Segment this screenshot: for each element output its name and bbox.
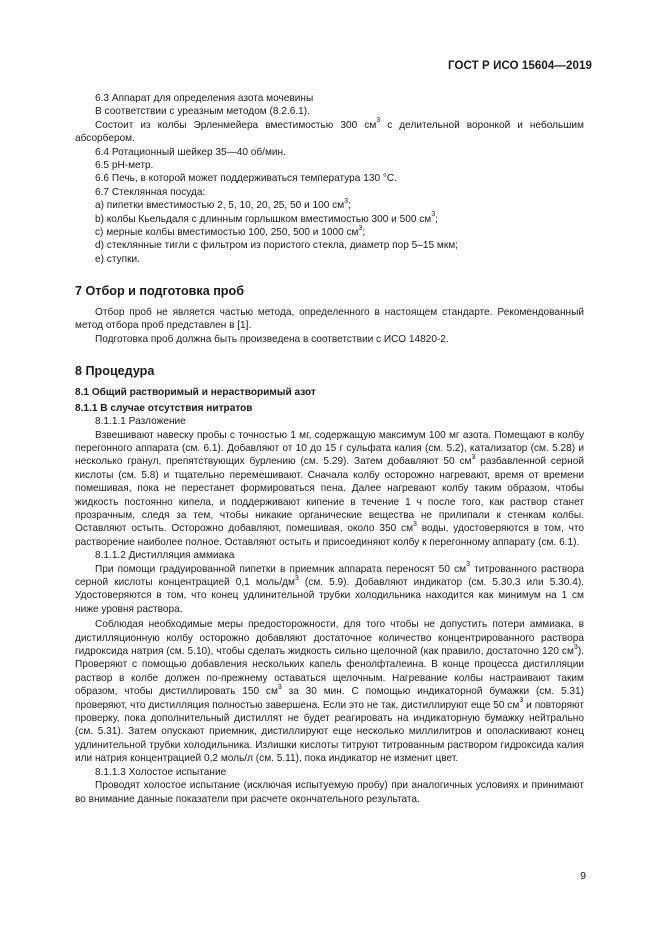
standard-header: ГОСТ Р ИСО 15604—2019 (447, 60, 592, 72)
list-item-b: b) колбы Кьельдаля с длинным горлышком вместимостью 300 и 500 $см^3$; (95, 211, 438, 225)
list-item-a: a) пипетки вместимостью 2, 5, 10, 20, 25, 50 и 100 $см^3$; (95, 197, 351, 212)
section-6-3-line2: Состоит из колбы Эрленмейера вместимостью 300 $см^3$ с делительной воронкой и небольшим абсорбером. (75, 117, 584, 145)
list-item-e: e) ступки. (95, 253, 140, 265)
section-7-paragraph-2: Подготовка проб должна быть произведена в соответствии с ИСО 14820-2. (95, 333, 449, 345)
section-6-5: 6.5 рН-метр. (95, 160, 154, 172)
section-8-heading: 8 Процедура (75, 363, 155, 378)
section-8-1-1-1-heading: 8.1.1.1 Разложение (95, 416, 186, 428)
section-6-4: 6.4 Ротационный шейкер 35—40 об/мин. (95, 146, 286, 158)
section-8-1-heading: 8.1 Общий растворимый и нерастворимый азот (75, 387, 316, 399)
section-7-heading: 7 Отбор и подготовка проб (75, 284, 244, 299)
section-7-paragraph-1: Отбор проб не является частью метода, определенного в настоящем стандарте. Рекомендованный метод отбора проб представлен в [1]. (75, 306, 584, 332)
section-6-3-line1: В соответствии с уреазным методом (8.2.6.1). (95, 106, 310, 118)
section-8-1-1-2-heading: 8.1.1.2 Дистилляция аммиака (95, 550, 235, 562)
section-8-1-1-heading: 8.1.1 В случае отсутствия нитратов (75, 402, 253, 414)
page-number: 9 (580, 870, 586, 882)
section-8-1-1-2-paragraph-1: При помощи градуированной пипетки в приемник аппарата переносят 50 $см^3$ титрованного раствора серной кислоты концентрацией 0,1 моль/$дм^3$ (см. 5.9). Добавляют индикатор (см. 5.30.3 или 5.30.4). Удостоверяются в том, что конец удлинительной трубки холодильника находится как минимум на 1 см ниже уровня раствора. (75, 561, 585, 615)
section-8-1-1-1-paragraph: Взвешивают навеску пробы с точностью 1 мг, содержащую максимум 100 мг азота. Помещают в колбу перегонного аппарата (см. 6.1). Добавляют от 10 до 15 г сульфата калия (см. 5.2), катализатор (см. 5.28) и несколько гранул, препятствующих бурлению (см. 5.29). Затем добавляют 50 $см^3$ разбавленной серной кислоты (см. 5.8) и тщательно перемешивают. Сначала колбу осторожно нагревают, время от времени помешивая, пока не перестанет формироваться пена. Далее нагревают колбу таким образом, чтобы жидкость постоянно кипела, и поддерживают кипение в течение 1 ч после того, как раствор станет прозрачным, следя за тем, чтобы никакие органические вещества не прилипали к стенкам колбы. Оставляют остыть. Осторожно добавляют, помешивая, около 350 $см^3$ воды, удостоверяются в том, что растворение наиболее полное. Оставляют остыть и присоединяют колбу к перегонному аппарату (см. 6.1). (75, 429, 585, 548)
section-6-3-title: 6.3 Аппарат для определения азота мочевины (95, 93, 314, 104)
section-8-1-1-3-paragraph: Проводят холостое испытание (исключая испытуемую пробу) при аналогичных условиях и принимают во внимание данные показатели при расчете окончательного результата. (75, 780, 584, 805)
list-item-d: d) стеклянные тигли с фильтром из пористого стекла, диаметр пор 5–15 мкм; (95, 240, 458, 252)
section-6-7-title: 6.7 Стеклянная посуда: (95, 186, 206, 198)
list-item-c: c) мерные колбы вместимостью 100, 250, 500 и 1000 $см^3$; (95, 224, 366, 239)
section-6-6: 6.6 Печь, в которой может поддерживаться температура 130 °С. (95, 173, 397, 185)
section-8-1-1-2-paragraph-2: Соблюдая необходимые меры предосторожности, для того чтобы не допустить потери аммиака, в дистилляционную колбу осторожно добавляют достаточное количество концентрированного раствора гидроксида натрия (см. 5.10), чтобы сделать жидкость сильно щелочной (как правило, достаточно 120 $см^3$). Проверяют с помощью добавления нескольких капель фенолфталеина. В конце процесса дистилляции раствор в колбе должен по-прежнему оставаться щелочным. Нагревание колбы настраивают таким образом, чтобы дистиллировать 150 $см^3$ за 30 мин. С помощью индикаторной бумажки (см. 5.31) проверяют, что дистилляция полностью завершена. Если это не так, дистиллируют еще 50 $см^3$ и повторяют проверку, пока дополнительный дистиллят не будет реагировать на индикаторную бумажку нейтрально (см. 5.31). Затем опускают приемник, дистиллируют еще несколько миллилитров и ополаскивают конец удлинительной трубки холодильника. Излишки кислоты титруют титрованным раствором гидроксида калия или натрия концентрацией 0,2 моль/л (см. 5.11), пока индикатор не изменит цвет. (75, 619, 585, 765)
section-8-1-1-3-heading: 8.1.1.3 Холостое испытание (95, 766, 227, 778)
document-body (75, 92, 584, 806)
